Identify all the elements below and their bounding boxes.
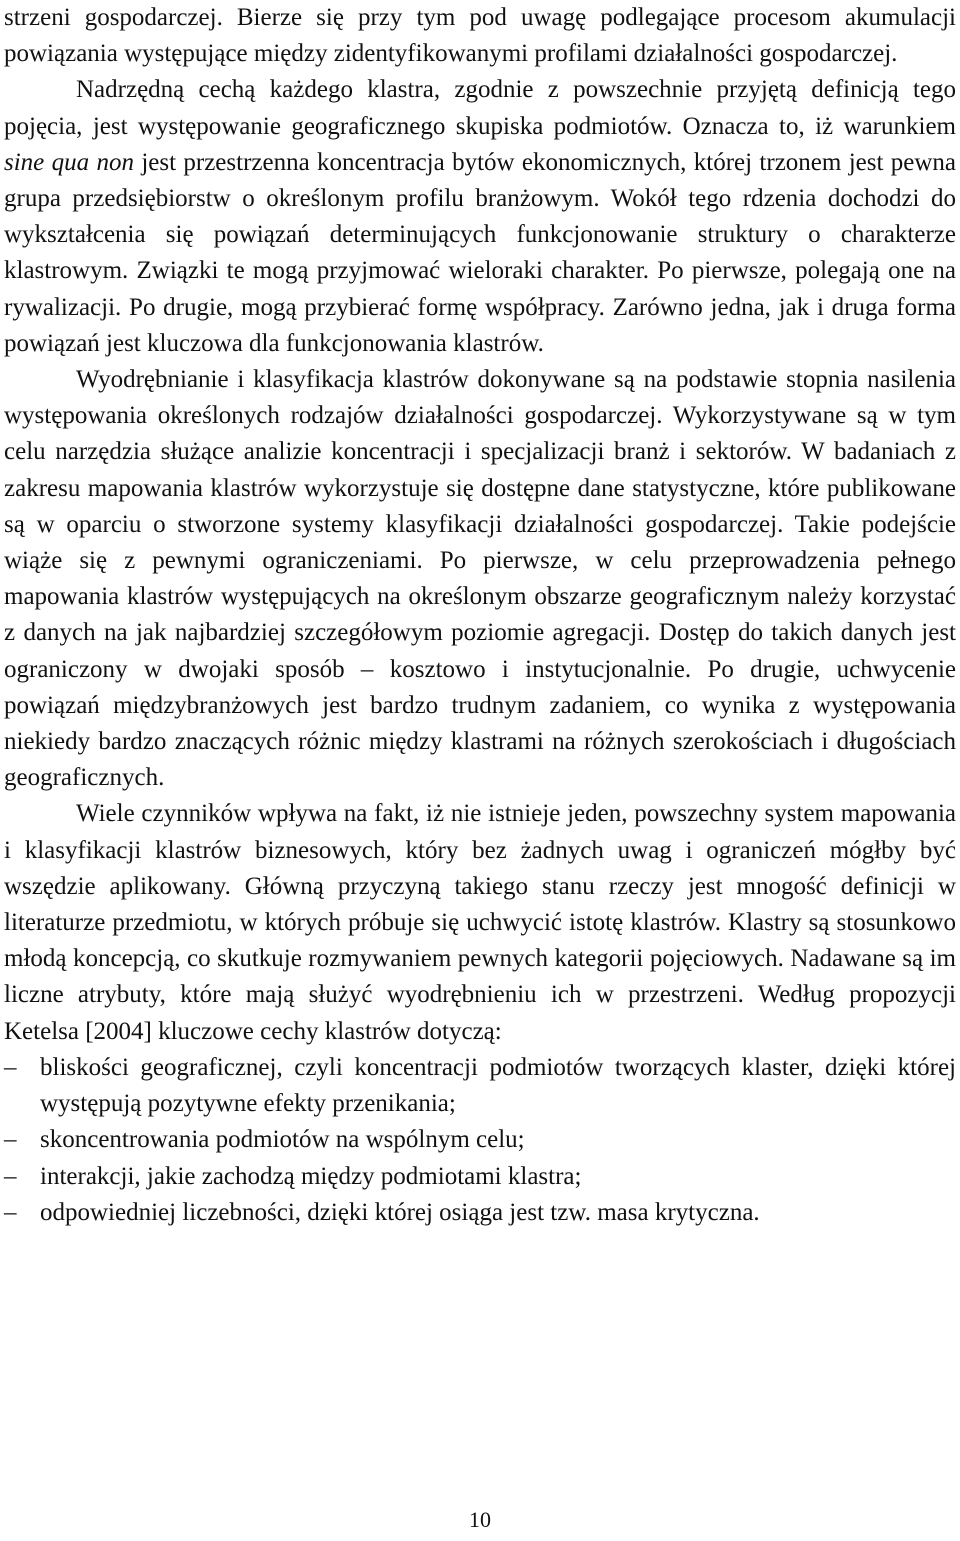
dash-marker: – [4,1126,17,1154]
dash-marker: – [4,1053,17,1081]
paragraph-cluster-feature [4,72,956,362]
list-item [4,1195,956,1231]
dash-marker: – [4,1162,17,1190]
paragraph-mapping-systems: Wiele czynników wpływa na fakt, iż nie istnieje jeden, powszechny system mapowania i klasyfikacji klastrów biznesowych, który bez żadnych uwag i ograniczeń mógłby być wszędzie aplikowany. Główną przyczyną takiego stanu rzeczy jest mnogość definicji w literaturze przedmiotu, w których próbuje się uchwycić istotę klastrów. Klastry są stosunkowo młodą koncepcją, co skutkuje rozmywaniem pewnych kategorii pojęciowych. Nadawane są im liczne atrybuty, które mają służyć wyodrębnieniu ich w przestrzeni. Według propozycji Ketelsa [2004] kluczowe cechy klastrów dotyczą: [4,800,956,1045]
latin-phrase: sine qua non [4,148,134,176]
page-number: 10 [469,1507,491,1532]
cluster-features-list [4,1050,956,1231]
list-item-text: bliskości geograficznej, czyli koncentracji podmiotów tworzących klaster, dzięki której występują pozytywne efekty przenikania; [40,1053,956,1118]
list-item-text: skoncentrowania podmiotów na wspólnym celu; [40,1126,525,1154]
paragraph-text-end: jest przestrzenna koncentracja bytów ekonomicznych, której trzonem jest pewna grupa przedsiębiorstw o określonym profilu branżowym. Wokół tego rdzenia dochodzi do wykształcenia się powiązań determinujących funkcjonowanie struktury o charakterze klastrowym. Związki te mogą przyjmować wieloraki charakter. Po pierwsze, polegają one na rywalizacji. Po drugie, mogą przybierać formę współpracy. Zarówno jedna, jak i druga forma powiązań jest kluczowa dla funkcjonowania klastrów. [4,148,956,357]
paragraph-text-start: Nadrzędną cechą każdego klastra, zgodnie z powszechnie przyjętą definicją tego pojęcia, jest występowanie geograficznego skupiska podmiotów. Oznacza to, iż warunkiem [4,76,956,140]
document-page [4,0,956,1231]
paragraph-continuation: strzeni gospodarczej. Bierze się przy tym pod uwagę podlegające procesom akumulacji powiązania występujące między zidentyfikowanymi profilami działalności gospodarczej. [4,4,956,68]
list-item-text: odpowiedniej liczebności, dzięki której osiąga jest tzw. masa krytyczna. [40,1198,760,1226]
list-item [4,1122,956,1158]
list-item [4,1050,956,1122]
list-item-text: interakcji, jakie zachodzą między podmiotami klastra; [40,1162,582,1190]
list-item [4,1159,956,1195]
paragraph-cluster-classification: Wyodrębnianie i klasyfikacja klastrów dokonywane są na podstawie stopnia nasilenia występowania określonych rodzajów działalności gospodarczej. Wykorzystywane są w tym celu narzędzia służące analizie koncentracji i specjalizacji branż i sektorów. W badaniach z zakresu mapowania klastrów wykorzystuje się dostępne dane statystyczne, które publikowane są w oparciu o stworzone systemy klasyfikacji działalności gospodarczej. Takie podejście wiąże się z pewnymi ograniczeniami. Po pierwsze, w celu przeprowadzenia pełnego mapowania klastrów występujących na określonym obszarze geograficznym należy korzystać z danych na jak najbardziej szczegółowym poziomie agregacji. Dostęp do takich danych jest ograniczony w dwojaki sposób – kosztowo i instytucjonalnie. Po drugie, uchwycenie powiązań międzybranżowych jest bardzo trudnym zadaniem, co wynika z występowania niekiedy bardzo znaczących różnic między klastrami na różnych szerokościach i długościach geograficznych. [4,366,956,792]
dash-marker: – [4,1198,17,1226]
